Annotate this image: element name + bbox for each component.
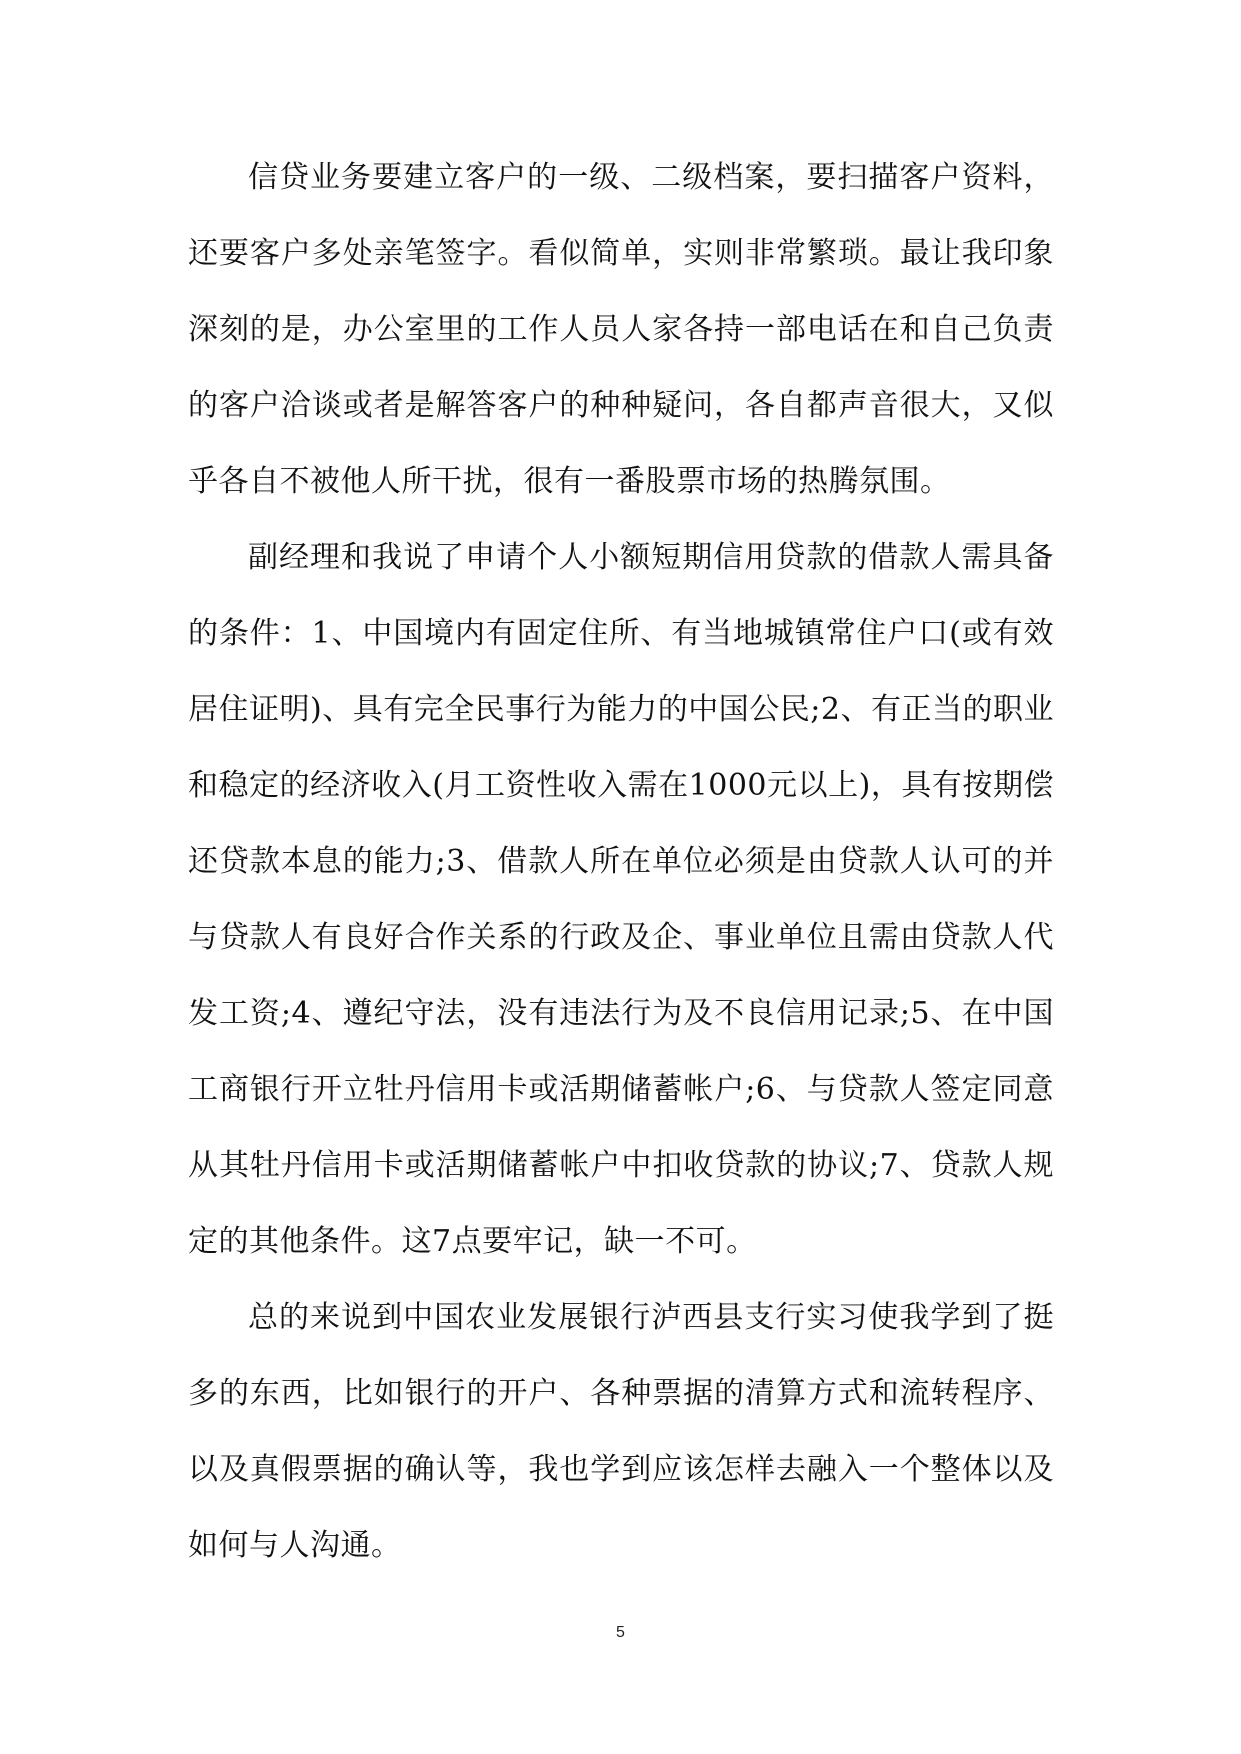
paragraph-loan-conditions: 副经理和我说了申请个人小额短期信用贷款的借款人需具备的条件：1、中国境内有固定住所、有当地城镇常住户口(或有效居住证明)、具有完全民事行为能力的中国公民;2、有正当的职业和稳定的经济收入(月工资性收入需在1000元以上)，具有按期偿还贷款本息的能力;3、借款人所在单位必须是由贷款人认可的并与贷款人有良好合作关系的行政及企、事业单位且需由贷款人代发工资;4、遵纪守法，没有违法行为及不良信用记录;5、在中国工商银行开立牡丹信用卡或活期储蓄帐户;6、与贷款人签定同意从其牡丹信用卡或活期储蓄帐户中扣收贷款的协议;7、贷款人规定的其他条件。这7点要牢记，缺一不可。: [188, 540, 1054, 1259]
paragraph-summary: 总的来说到中国农业发展银行泸西县支行实习使我学到了挺多的东西，比如银行的开户、各种票据的清算方式和流转程序、以及真假票据的确认等，我也学到应该怎样去融入一个整体以及如何与人沟通。: [188, 1300, 1054, 1563]
body-text: [188, 140, 1054, 1584]
paragraph-credit-archives: 信贷业务要建立客户的一级、二级档案，要扫描客户资料，还要客户多处亲笔签字。看似简单，实则非常繁琐。最让我印象深刻的是，办公室里的工作人员人家各持一部电话在和自己负责的客户洽谈或者是解答客户的种种疑问，各自都声音很大，又似乎各自不被他人所干扰，很有一番股票市场的热腾氛围。: [188, 160, 1054, 499]
page-number: 5: [616, 1624, 625, 1641]
